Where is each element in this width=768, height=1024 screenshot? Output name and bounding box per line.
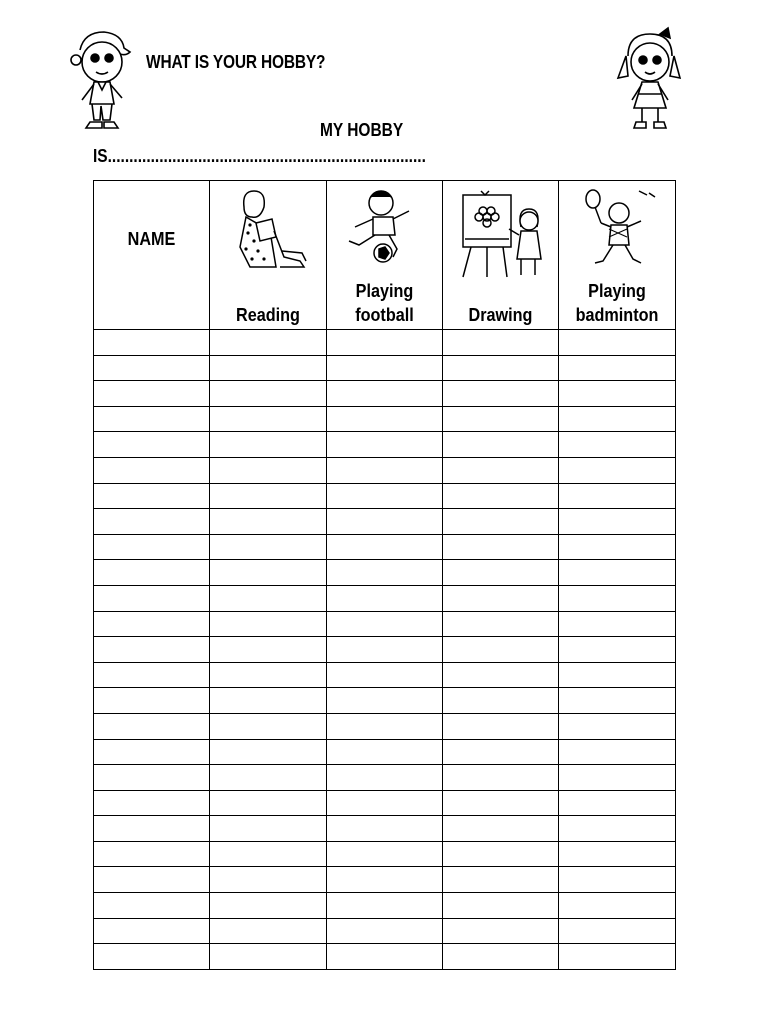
- name-cell[interactable]: [94, 483, 210, 509]
- hobby-cell[interactable]: [559, 918, 676, 944]
- table-row: [94, 918, 676, 944]
- hobby-cell[interactable]: [327, 893, 443, 919]
- name-cell[interactable]: [94, 534, 210, 560]
- hobby-cell[interactable]: [559, 381, 676, 407]
- hobby-cell[interactable]: [327, 713, 443, 739]
- hobby-cell[interactable]: [210, 483, 327, 509]
- drawing-girl-easel-icon: [443, 187, 558, 279]
- hobby-cell[interactable]: [210, 560, 327, 586]
- table-row: [94, 355, 676, 381]
- name-cell[interactable]: [94, 355, 210, 381]
- hobby-cell[interactable]: [443, 867, 559, 893]
- hobby-cell[interactable]: [559, 790, 676, 816]
- hobby-cell[interactable]: [327, 330, 443, 356]
- hobby-cell[interactable]: [443, 790, 559, 816]
- table-row: [94, 790, 676, 816]
- hobby-cell[interactable]: [559, 406, 676, 432]
- hobby-cell[interactable]: [210, 867, 327, 893]
- table-row: [94, 637, 676, 663]
- hobby-cell[interactable]: [559, 355, 676, 381]
- reading-girl-icon: [210, 187, 326, 279]
- table-row: [94, 534, 676, 560]
- hobby-cell[interactable]: [210, 637, 327, 663]
- hobby-cell[interactable]: [559, 944, 676, 970]
- hobby-cell[interactable]: [327, 406, 443, 432]
- name-cell[interactable]: [94, 765, 210, 791]
- hobby-cell[interactable]: [210, 841, 327, 867]
- hobby-cell[interactable]: [559, 739, 676, 765]
- name-cell[interactable]: [94, 816, 210, 842]
- hobby-cell[interactable]: [559, 637, 676, 663]
- hobby-cell[interactable]: [210, 713, 327, 739]
- hobby-cell[interactable]: [210, 355, 327, 381]
- hobby-cell[interactable]: [327, 816, 443, 842]
- hobby-cell[interactable]: [327, 381, 443, 407]
- name-cell[interactable]: [94, 918, 210, 944]
- hobby-cell[interactable]: [210, 585, 327, 611]
- hobby-cell[interactable]: [327, 637, 443, 663]
- hobby-cell[interactable]: [559, 662, 676, 688]
- hobby-cell[interactable]: [559, 432, 676, 458]
- table-row: [94, 944, 676, 970]
- table-row: [94, 585, 676, 611]
- table-row: [94, 406, 676, 432]
- hobby-cell[interactable]: [327, 790, 443, 816]
- hobby-cell[interactable]: [210, 406, 327, 432]
- table-row: [94, 483, 676, 509]
- hobby-cell[interactable]: [327, 611, 443, 637]
- hobby-cell[interactable]: [559, 841, 676, 867]
- hobby-cell[interactable]: [559, 585, 676, 611]
- hobby-cell[interactable]: [210, 330, 327, 356]
- football-boy-icon: [327, 187, 442, 279]
- hobby-cell[interactable]: [559, 816, 676, 842]
- table-row: [94, 867, 676, 893]
- hobby-cell[interactable]: [327, 739, 443, 765]
- hobby-cell[interactable]: [327, 918, 443, 944]
- name-cell[interactable]: [94, 509, 210, 535]
- hobby-cell[interactable]: [327, 509, 443, 535]
- hobby-cell[interactable]: [443, 841, 559, 867]
- hobby-cell[interactable]: [327, 867, 443, 893]
- name-cell[interactable]: [94, 637, 210, 663]
- header-name: [94, 181, 210, 330]
- header-reading: [210, 181, 327, 330]
- hobby-cell[interactable]: [210, 534, 327, 560]
- hobby-cell[interactable]: [210, 432, 327, 458]
- hobby-cell[interactable]: [443, 381, 559, 407]
- hobby-cell[interactable]: [210, 381, 327, 407]
- hobby-cell[interactable]: [327, 944, 443, 970]
- hobby-cell[interactable]: [210, 509, 327, 535]
- header-reading-label: Reading: [236, 305, 300, 325]
- hobby-cell[interactable]: [327, 483, 443, 509]
- hobby-cell[interactable]: [443, 406, 559, 432]
- table-row: [94, 432, 676, 458]
- name-cell[interactable]: [94, 893, 210, 919]
- name-cell[interactable]: [94, 585, 210, 611]
- hobby-cell[interactable]: [443, 611, 559, 637]
- hobby-cell[interactable]: [559, 867, 676, 893]
- hobby-cell[interactable]: [327, 662, 443, 688]
- hobby-cell[interactable]: [443, 662, 559, 688]
- hobby-cell[interactable]: [443, 739, 559, 765]
- girl-cartoon-icon: [614, 26, 684, 134]
- hobby-cell[interactable]: [210, 611, 327, 637]
- hobby-cell[interactable]: [443, 713, 559, 739]
- hobby-cell[interactable]: [559, 457, 676, 483]
- hobby-cell[interactable]: [559, 611, 676, 637]
- header-drawing: [443, 181, 559, 330]
- header-football: [327, 181, 443, 330]
- hobby-cell[interactable]: [443, 585, 559, 611]
- hobby-cell[interactable]: [443, 918, 559, 944]
- hobby-cell[interactable]: [443, 944, 559, 970]
- hobby-cell[interactable]: [443, 457, 559, 483]
- name-cell[interactable]: [94, 381, 210, 407]
- hobby-cell[interactable]: [327, 355, 443, 381]
- name-cell[interactable]: [94, 739, 210, 765]
- name-cell[interactable]: [94, 688, 210, 714]
- hobby-table: [93, 180, 676, 970]
- hobby-cell[interactable]: [327, 457, 443, 483]
- header-row: [94, 181, 676, 330]
- table-row: [94, 765, 676, 791]
- hobby-cell[interactable]: [559, 483, 676, 509]
- hobby-cell[interactable]: [443, 816, 559, 842]
- hobby-cell[interactable]: [327, 432, 443, 458]
- answer-line: IS..........................................................................: [93, 146, 426, 166]
- hobby-cell[interactable]: [210, 662, 327, 688]
- hobby-cell[interactable]: [327, 688, 443, 714]
- name-cell[interactable]: [94, 713, 210, 739]
- hobby-cell[interactable]: [443, 688, 559, 714]
- subtitle: MY HOBBY: [320, 120, 404, 140]
- hobby-cell[interactable]: [210, 918, 327, 944]
- hobby-cell[interactable]: [443, 483, 559, 509]
- hobby-cell[interactable]: [443, 765, 559, 791]
- name-cell[interactable]: [94, 790, 210, 816]
- header-badminton: [559, 181, 676, 330]
- hobby-cell[interactable]: [443, 509, 559, 535]
- table-row: [94, 560, 676, 586]
- hobby-cell[interactable]: [443, 432, 559, 458]
- table-row: [94, 457, 676, 483]
- table-row: [94, 662, 676, 688]
- name-cell[interactable]: [94, 841, 210, 867]
- hobby-cell[interactable]: [327, 534, 443, 560]
- hobby-cell[interactable]: [559, 688, 676, 714]
- hobby-cell[interactable]: [210, 944, 327, 970]
- header-football-label: Playing football: [355, 281, 414, 325]
- name-cell[interactable]: [94, 432, 210, 458]
- table-row: [94, 688, 676, 714]
- table-row: [94, 330, 676, 356]
- table-row: [94, 841, 676, 867]
- hobby-cell[interactable]: [210, 790, 327, 816]
- hobby-cell[interactable]: [559, 534, 676, 560]
- hobby-cell[interactable]: [443, 534, 559, 560]
- hobby-cell[interactable]: [559, 713, 676, 739]
- header-badminton-label: Playing badminton: [575, 281, 659, 325]
- name-cell[interactable]: [94, 662, 210, 688]
- hobby-cell[interactable]: [327, 765, 443, 791]
- hobby-cell[interactable]: [559, 509, 676, 535]
- hobby-cell[interactable]: [443, 560, 559, 586]
- table-row: [94, 893, 676, 919]
- hobby-cell[interactable]: [210, 765, 327, 791]
- hobby-cell[interactable]: [210, 816, 327, 842]
- table-row: [94, 611, 676, 637]
- hobby-cell[interactable]: [559, 893, 676, 919]
- hobby-cell[interactable]: [210, 457, 327, 483]
- hobby-cell[interactable]: [443, 637, 559, 663]
- hobby-cell[interactable]: [210, 739, 327, 765]
- header-drawing-label: Drawing: [468, 305, 533, 325]
- hobby-cell[interactable]: [443, 330, 559, 356]
- name-cell[interactable]: [94, 330, 210, 356]
- hobby-cell[interactable]: [327, 841, 443, 867]
- name-cell[interactable]: [94, 406, 210, 432]
- hobby-cell[interactable]: [559, 765, 676, 791]
- name-cell[interactable]: [94, 560, 210, 586]
- table-row: [94, 509, 676, 535]
- hobby-cell[interactable]: [443, 893, 559, 919]
- hobby-cell[interactable]: [559, 330, 676, 356]
- name-cell[interactable]: [94, 611, 210, 637]
- name-cell[interactable]: [94, 867, 210, 893]
- table-body: [94, 330, 676, 970]
- table-row: [94, 381, 676, 407]
- boy-cartoon-icon: [68, 26, 134, 136]
- table-row: [94, 713, 676, 739]
- badminton-boy-icon: [559, 187, 675, 279]
- hobby-cell[interactable]: [559, 560, 676, 586]
- table-row: [94, 816, 676, 842]
- name-cell[interactable]: [94, 944, 210, 970]
- hobby-cell[interactable]: [210, 893, 327, 919]
- hobby-cell[interactable]: [327, 585, 443, 611]
- header-name-label: NAME: [127, 229, 176, 249]
- hobby-cell[interactable]: [443, 355, 559, 381]
- hobby-cell[interactable]: [210, 688, 327, 714]
- table-row: [94, 739, 676, 765]
- hobby-cell[interactable]: [327, 560, 443, 586]
- page-title: WHAT IS YOUR HOBBY?: [146, 52, 326, 72]
- name-cell[interactable]: [94, 457, 210, 483]
